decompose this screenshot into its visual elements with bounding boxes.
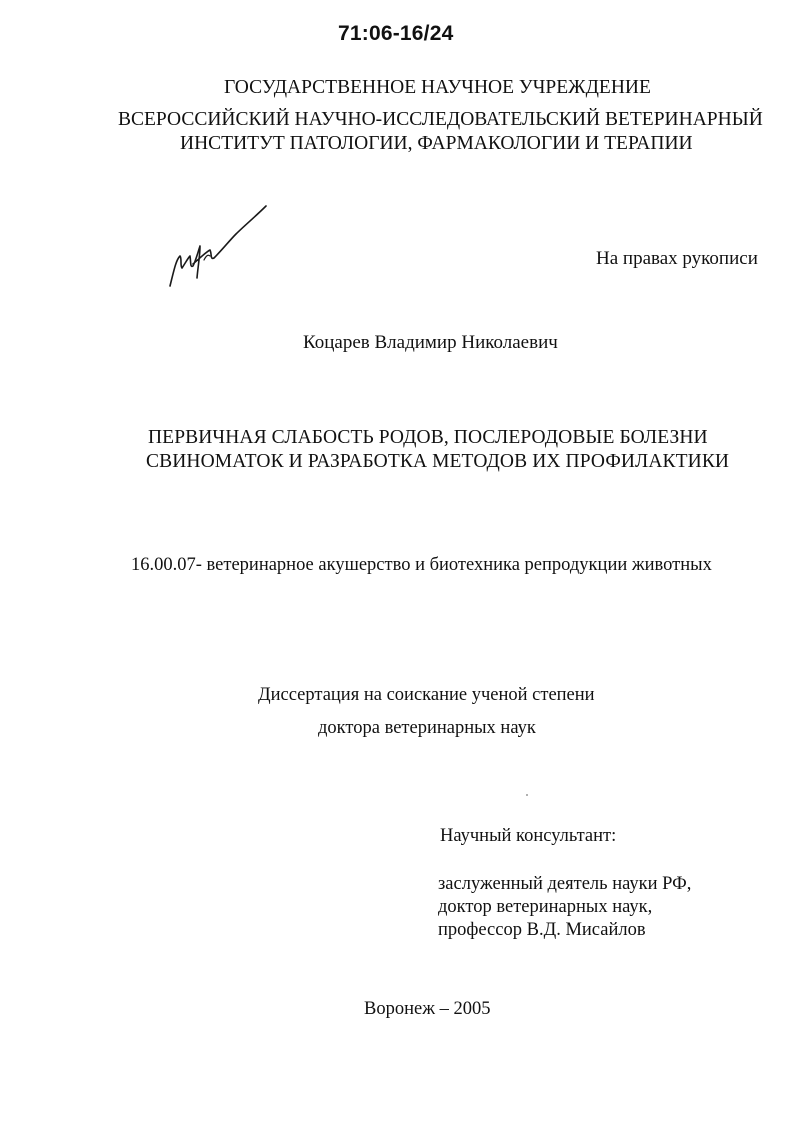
degree-line-2: доктора ветеринарных наук — [318, 718, 536, 738]
degree-line-1: Диссертация на соискание ученой степени — [258, 685, 595, 705]
archive-code: 71:06-16/24 — [338, 22, 454, 45]
consultant-line-3: профессор В.Д. Мисайлов — [438, 920, 646, 940]
consultant-label: Научный консультант: — [440, 826, 617, 846]
handwritten-signature — [160, 200, 280, 295]
dissertation-title-line-1: ПЕРВИЧНАЯ СЛАБОСТЬ РОДОВ, ПОСЛЕРОДОВЫЕ БОЛЕЗНИ — [148, 427, 708, 448]
institution-line-1: ГОСУДАРСТВЕННОЕ НАУЧНОЕ УЧРЕЖДЕНИЕ — [224, 77, 651, 98]
consultant-line-2: доктор ветеринарных наук, — [438, 897, 653, 917]
author-name: Коцарев Владимир Николаевич — [303, 332, 558, 353]
institution-line-2: ВСЕРОССИЙСКИЙ НАУЧНО-ИССЛЕДОВАТЕЛЬСКИЙ ВЕТЕРИНАРНЫЙ — [118, 109, 763, 130]
scan-speck — [526, 794, 528, 796]
consultant-line-1: заслуженный деятель науки РФ, — [438, 874, 692, 894]
institution-line-3: ИНСТИТУТ ПАТОЛОГИИ, ФАРМАКОЛОГИИ И ТЕРАПИИ — [180, 133, 693, 154]
city-year: Воронеж – 2005 — [364, 999, 491, 1019]
specialty-code: 16.00.07- ветеринарное акушерство и биотехника репродукции животных — [131, 555, 712, 575]
manuscript-rights-note: На правах рукописи — [596, 248, 758, 269]
dissertation-title-line-2: СВИНОМАТОК И РАЗРАБОТКА МЕТОДОВ ИХ ПРОФИЛАКТИКИ — [146, 451, 730, 472]
